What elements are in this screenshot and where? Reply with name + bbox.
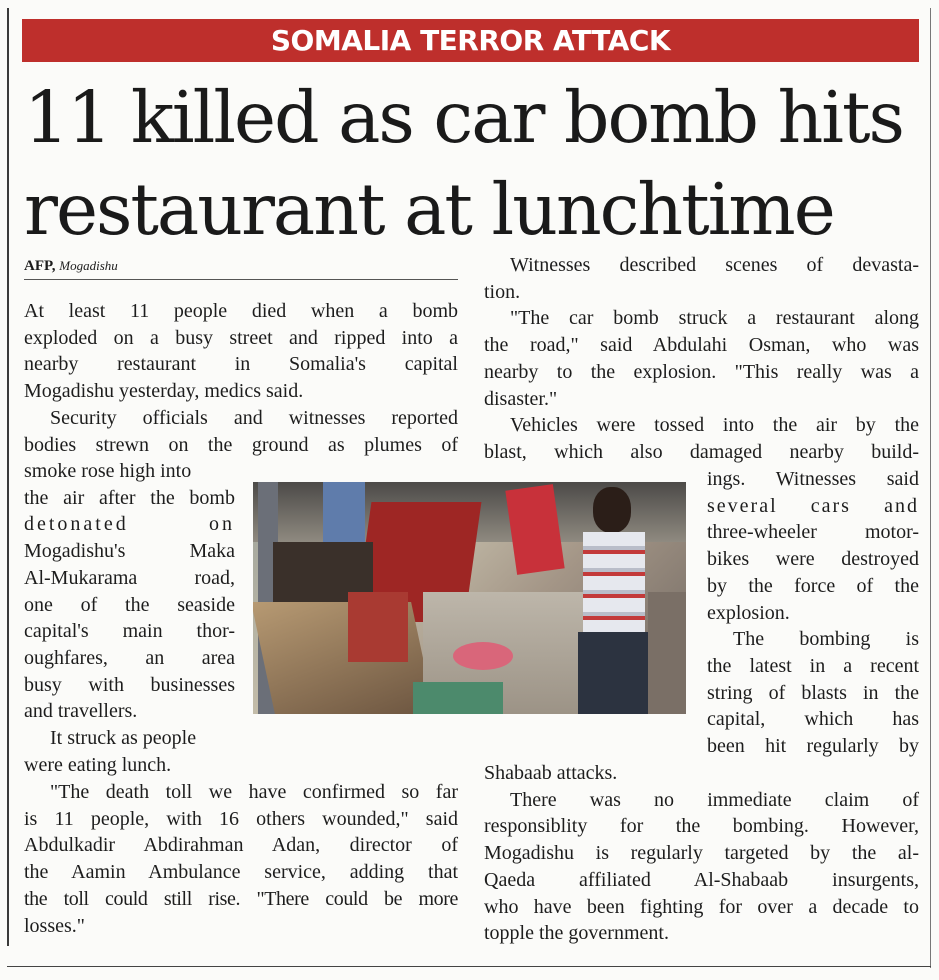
text-line: ings. Witnesses said: [707, 468, 919, 490]
text-line: "The death toll we have confirmed so far: [50, 781, 458, 803]
text-line: the Aamin Ambulance service, adding that: [24, 861, 458, 884]
photo-debris-red: [348, 592, 408, 662]
text-line: busy with businesses: [24, 673, 235, 696]
text-line: smoke rose high into: [24, 460, 192, 482]
photo-boy-pants: [578, 632, 648, 714]
byline-place: Mogadishu: [59, 258, 118, 273]
left-column-top: [24, 298, 458, 458]
left-column-rule: [7, 8, 9, 946]
text-line: several cars and: [707, 494, 919, 517]
text-line: the road," said Abdulahi Osman, who was: [484, 334, 919, 357]
text-line: Witnesses described scenes of devasta-: [510, 254, 919, 276]
photo-pink-debris: [453, 642, 513, 670]
text-line: the toll could still rise. "There could be more: [24, 887, 458, 910]
text-line: explosion.: [707, 601, 790, 624]
text-line: There was no immediate claim of: [510, 788, 919, 811]
left-column-wrap: [24, 458, 235, 778]
text-line: Abdulkadir Abdirahman Adan, director of: [24, 834, 458, 857]
text-line: nearby restaurant in Somalia's capital: [24, 353, 458, 376]
text-line: who have been fighting for over a decade to: [484, 895, 919, 918]
left-column-bottom: [24, 779, 458, 939]
text-line: string of blasts in the: [707, 681, 919, 704]
text-line: Qaeda affiliated Al-Shabaab insurgents,: [484, 868, 919, 891]
text-line: The bombing is: [733, 628, 919, 651]
text-line: Vehicles were tossed into the air by the: [510, 414, 919, 437]
right-column-bottom: [484, 760, 919, 947]
photo-rubble-right: [648, 592, 686, 714]
text-line: by the force of the: [707, 574, 919, 597]
aftermath-of-car-bomb-photo: [253, 482, 686, 714]
right-column-wrap: [707, 466, 919, 760]
text-line: blast, which also damaged nearby build-: [484, 440, 919, 463]
text-line: "The car bomb struck a restaurant along: [510, 307, 919, 330]
text-line: losses.": [24, 914, 85, 937]
text-line: capital's main thor-: [24, 620, 235, 643]
text-line: three-wheeler motor-: [707, 521, 919, 544]
right-edge-rule: [930, 8, 931, 968]
text-line: topple the government.: [484, 922, 669, 945]
headline-line-1: 11 killed as car bomb hits: [24, 76, 903, 159]
text-line: Mogadishu yesterday, medics said.: [24, 380, 304, 403]
text-line: disaster.": [484, 387, 558, 410]
text-line: oughfares, an area: [24, 646, 235, 669]
text-line: bikes were destroyed: [707, 548, 919, 571]
text-line: were eating lunch.: [24, 753, 172, 776]
text-line: been hit regularly by: [707, 735, 919, 758]
text-line: Mogadishu is regularly targeted by the al-: [484, 842, 919, 865]
bottom-rule: [7, 966, 931, 967]
text-line: Mogadishu's Maka: [24, 540, 235, 563]
text-line: is 11 people, with 16 others wounded," said: [24, 807, 458, 830]
text-line: responsiblity for the bombing. However,: [484, 815, 919, 838]
text-line: and travellers.: [24, 700, 138, 723]
headline-line-2: restaurant at lunchtime: [24, 168, 834, 251]
photo-boy-shirt: [583, 532, 645, 632]
headline: [24, 72, 929, 256]
text-line: the latest in a recent: [707, 654, 919, 677]
section-banner: SOMALIA TERROR ATTACK: [22, 19, 919, 62]
text-line: exploded on a busy street and ripped into a: [24, 326, 458, 349]
byline-agency: AFP,: [24, 258, 56, 274]
text-line: It struck as people: [50, 727, 197, 750]
text-line: one of the seaside: [24, 593, 235, 616]
text-line: Shabaab attacks.: [484, 762, 618, 784]
text-line: Security officials and witnesses reported: [50, 406, 458, 429]
text-line: At least 11 people died when a bomb: [24, 300, 458, 322]
right-column-top: [484, 252, 919, 466]
text-line: capital, which has: [707, 708, 919, 731]
text-line: the air after the bomb: [24, 486, 235, 509]
photo-boy-head: [593, 487, 631, 533]
photo-green-debris: [413, 682, 503, 714]
text-line: tion.: [484, 280, 521, 303]
text-line: detonated on: [24, 513, 235, 536]
text-line: Al-Mukarama road,: [24, 566, 235, 589]
text-line: bodies strewn on the ground as plumes of: [24, 433, 458, 456]
text-line: nearby to the explosion. "This really was a: [484, 360, 919, 383]
byline: [24, 255, 458, 280]
